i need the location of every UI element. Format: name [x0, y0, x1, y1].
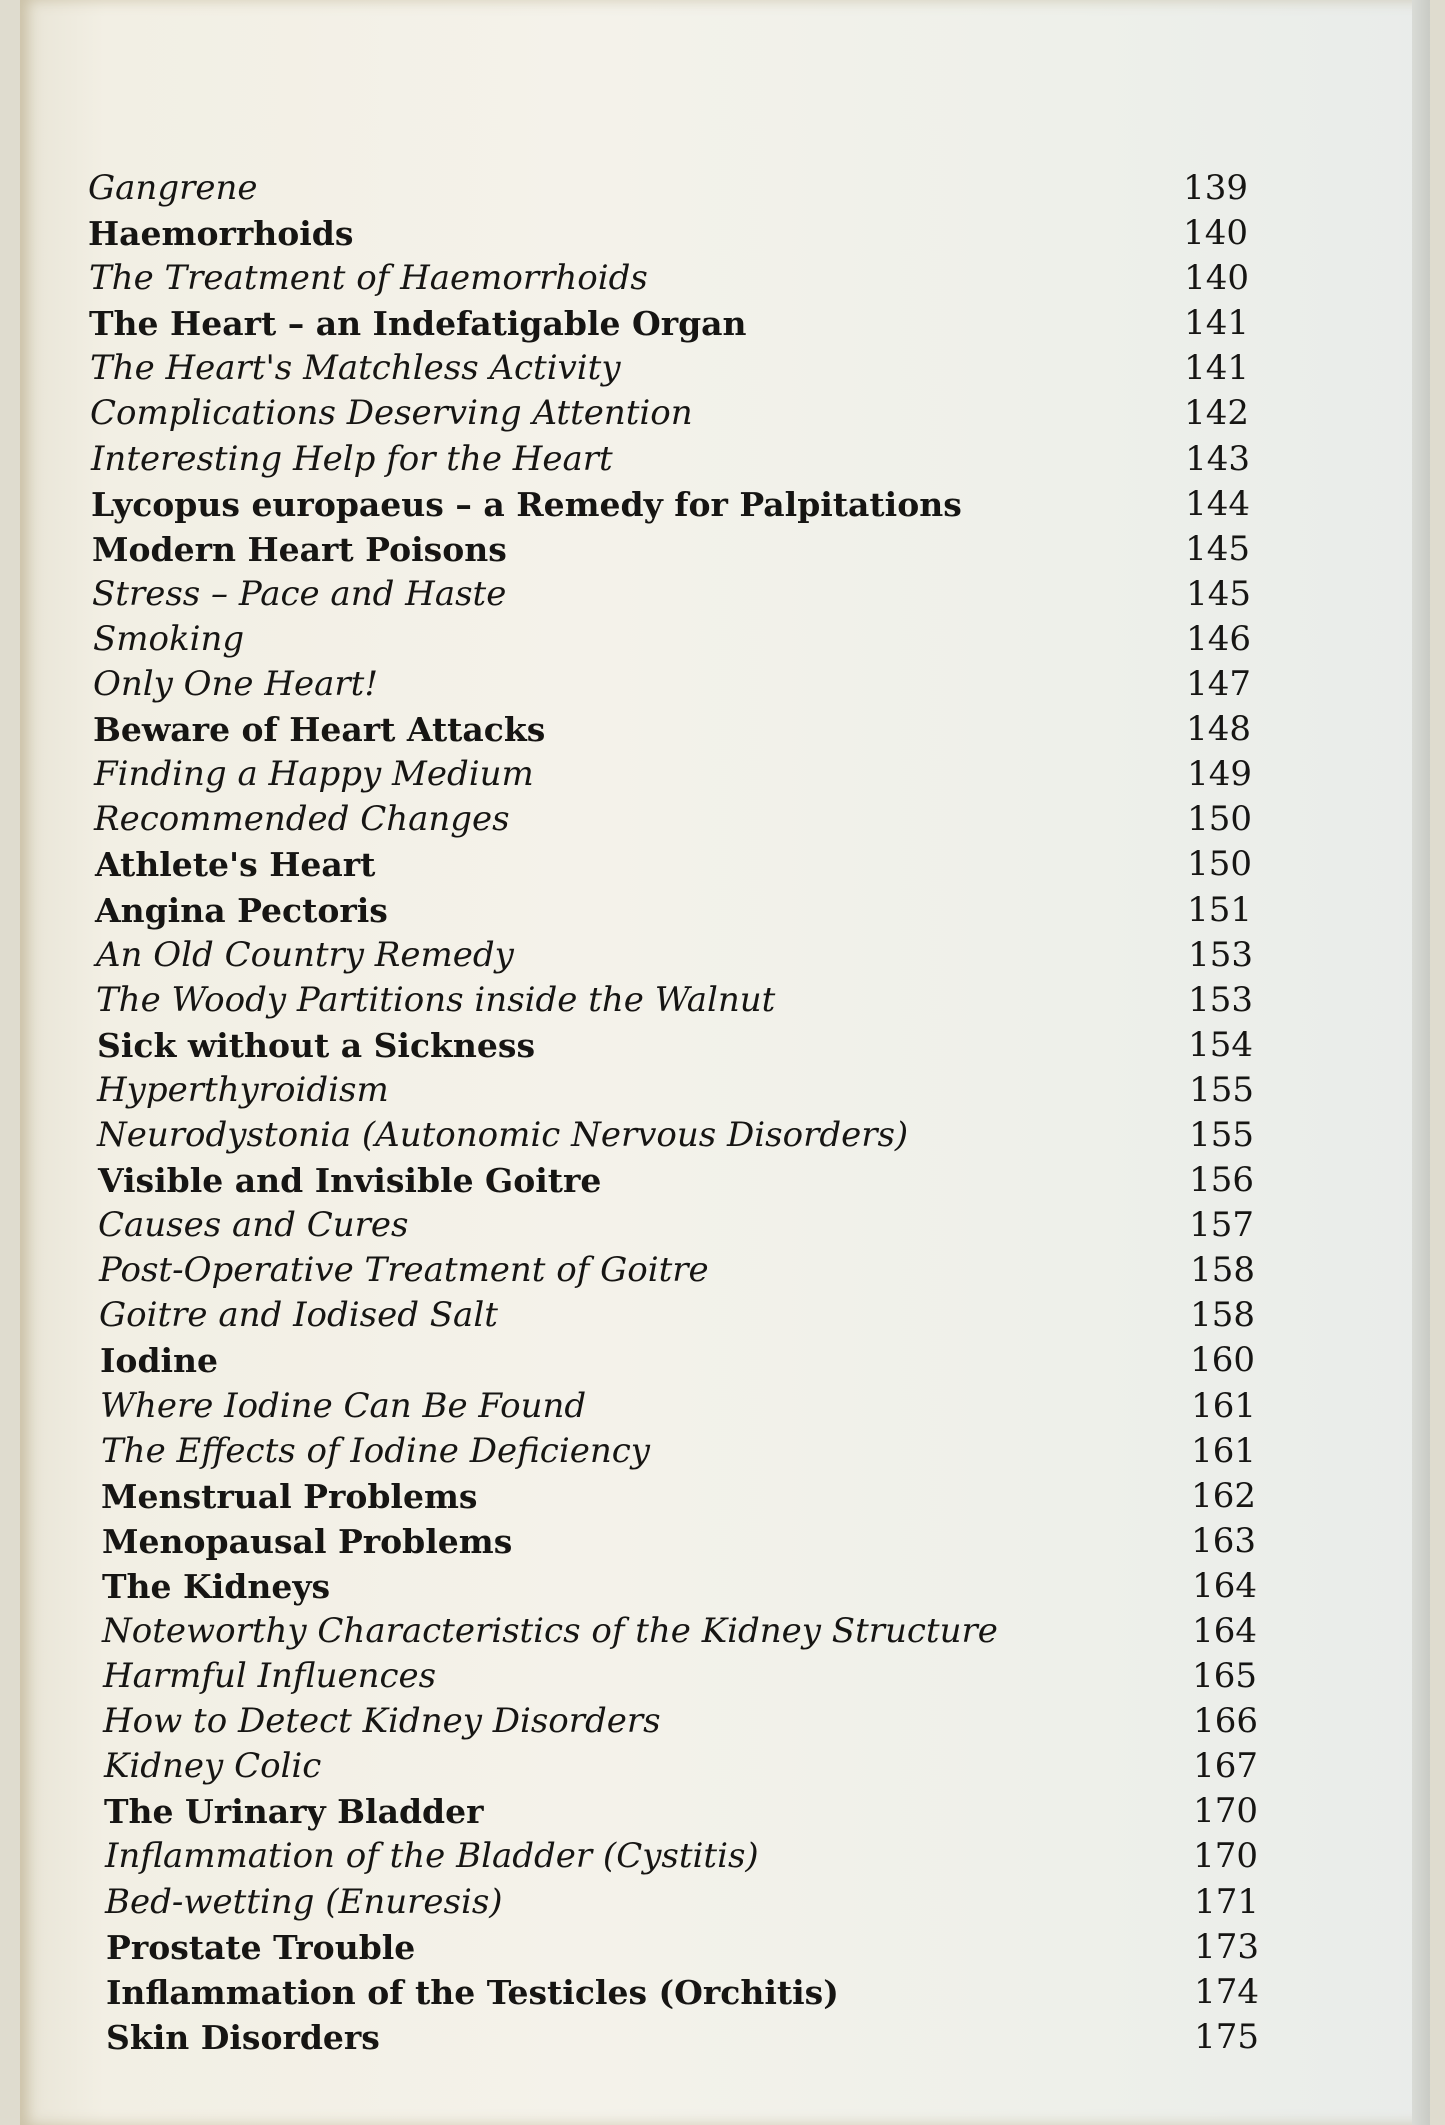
toc-entry-title: Iodine [100, 1341, 219, 1381]
toc-entry [88, 346, 1248, 391]
toc-entry [88, 842, 1252, 887]
toc-entry-page-number: 155 [1189, 1069, 1254, 1110]
toc-entry [88, 1834, 1258, 1879]
toc-entry-page-number: 140 [1184, 258, 1249, 299]
toc-entry [88, 1880, 1259, 1925]
toc-entry [88, 1699, 1258, 1744]
toc-entry [88, 1519, 1256, 1564]
toc-entry-title: Sick without a Sickness [97, 1025, 536, 1065]
toc-entry-page-number: 148 [1186, 709, 1251, 750]
toc-entry [88, 301, 1248, 346]
table-of-contents [88, 166, 1259, 2060]
toc-entry-page-number: 156 [1189, 1160, 1254, 1201]
toc-entry [88, 1609, 1257, 1654]
toc-entry-page-number: 142 [1184, 393, 1249, 434]
toc-entry [88, 1654, 1257, 1699]
toc-entry [88, 617, 1251, 662]
toc-entry-page-number: 158 [1190, 1295, 1255, 1336]
toc-entry [88, 707, 1251, 752]
toc-entry-title: Beware of Heart Attacks [93, 710, 546, 750]
toc-entry [88, 256, 1248, 301]
toc-entry-page-number: 174 [1194, 1971, 1259, 2012]
toc-entry-title: Noteworthy Characteristics of the Kidney Structure [102, 1611, 998, 1651]
toc-entry-page-number: 158 [1190, 1250, 1255, 1291]
toc-entry [88, 797, 1252, 842]
toc-entry [88, 888, 1252, 933]
toc-entry-page-number: 166 [1193, 1701, 1258, 1742]
toc-entry-title: Prostate Trouble [106, 1927, 416, 1967]
toc-entry-page-number: 170 [1193, 1836, 1258, 1877]
toc-entry [88, 1744, 1258, 1789]
toc-entry-title: Angina Pectoris [95, 890, 388, 930]
toc-entry-page-number: 150 [1187, 844, 1252, 885]
toc-entry [88, 1384, 1256, 1429]
toc-entry [88, 1970, 1259, 2015]
toc-entry-page-number: 161 [1191, 1430, 1256, 1471]
toc-entry-title: Smoking [93, 618, 245, 659]
toc-entry-title: Athlete's Heart [95, 845, 376, 885]
toc-entry-page-number: 145 [1186, 573, 1251, 614]
toc-entry-page-number: 164 [1192, 1565, 1257, 1606]
toc-entry-title: The Kidneys [102, 1566, 331, 1606]
toc-entry [88, 1564, 1257, 1609]
book-page [20, 0, 1430, 2125]
toc-entry-title: Only One Heart! [93, 664, 378, 705]
toc-entry-title: Skin Disorders [106, 2017, 380, 2057]
toc-entry-page-number: 162 [1191, 1475, 1256, 1516]
toc-entry [88, 1023, 1253, 1068]
toc-entry-title: Complications Deserving Attention [90, 393, 693, 434]
toc-entry [88, 391, 1248, 436]
toc-entry-title: Hyperthyroidism [97, 1069, 389, 1110]
toc-entry-page-number: 175 [1194, 2016, 1259, 2057]
toc-entry-title: Goitre and Iodised Salt [99, 1295, 498, 1336]
toc-entry-page-number: 154 [1188, 1024, 1253, 1065]
toc-entry-page-number: 153 [1188, 979, 1253, 1020]
toc-entry-page-number: 144 [1185, 483, 1250, 524]
toc-entry-title: Inflammation of the Bladder (Cystitis) [105, 1836, 759, 1877]
toc-entry-title: Where Iodine Can Be Found [100, 1385, 587, 1426]
toc-entry-title: The Treatment of Haemorrhoids [89, 258, 648, 299]
toc-entry [88, 1474, 1256, 1519]
toc-entry [88, 1248, 1255, 1293]
toc-entry-title: Finding a Happy Medium [94, 754, 534, 795]
page-edge [1412, 0, 1430, 2125]
toc-entry-page-number: 170 [1193, 1791, 1258, 1832]
toc-entry [88, 527, 1248, 572]
toc-entry [88, 437, 1248, 482]
toc-entry-title: Stress – Pace and Haste [92, 573, 507, 614]
toc-entry-title: Modern Heart Poisons [92, 529, 507, 569]
toc-entry [88, 662, 1251, 707]
toc-entry-title: An Old Country Remedy [96, 934, 514, 975]
toc-entry-title: The Effects of Iodine Deficiency [101, 1430, 650, 1471]
toc-entry-page-number: 173 [1194, 1926, 1259, 1967]
toc-entry-title: The Urinary Bladder [104, 1792, 484, 1832]
toc-entry [88, 1338, 1255, 1383]
toc-entry-title: Interesting Help for the Heart [91, 438, 613, 479]
toc-entry [88, 1158, 1254, 1203]
toc-entry [88, 978, 1253, 1023]
toc-entry-title: Bed-wetting (Enuresis) [105, 1881, 503, 1922]
toc-entry-title: Lycopus europaeus – a Remedy for Palpitations [91, 484, 962, 524]
toc-entry [88, 1293, 1255, 1338]
toc-entry-page-number: 143 [1185, 438, 1250, 479]
toc-entry-page-number: 150 [1187, 799, 1252, 840]
toc-entry [88, 166, 1248, 211]
toc-entry-title: Gangrene [88, 168, 258, 208]
toc-entry-page-number: 161 [1191, 1385, 1256, 1426]
toc-entry-title: Causes and Cures [98, 1205, 409, 1246]
toc-entry [88, 572, 1251, 617]
toc-entry-page-number: 160 [1190, 1340, 1255, 1381]
toc-entry-title: Inflammation of the Testicles (Orchitis) [106, 1972, 839, 2012]
toc-entry-page-number: 155 [1189, 1114, 1254, 1155]
toc-entry [88, 1068, 1254, 1113]
toc-entry-title: Menopausal Problems [102, 1521, 513, 1561]
toc-entry-title: Neurodystonia (Autonomic Nervous Disorders) [97, 1114, 909, 1155]
toc-entry-title: The Woody Partitions inside the Walnut [96, 979, 776, 1020]
toc-entry-title: Kidney Colic [104, 1746, 322, 1787]
toc-entry-page-number: 171 [1194, 1881, 1259, 1922]
toc-entry [88, 933, 1253, 978]
toc-entry-page-number: 146 [1186, 618, 1251, 659]
toc-entry-page-number: 139 [1183, 168, 1248, 208]
toc-entry-page-number: 141 [1184, 303, 1249, 344]
toc-entry-title: Visible and Invisible Goitre [98, 1161, 602, 1201]
toc-entry [88, 1429, 1256, 1474]
toc-entry-title: How to Detect Kidney Disorders [103, 1701, 661, 1742]
toc-entry-title: The Heart – an Indefatigable Organ [89, 304, 747, 344]
toc-entry-title: Haemorrhoids [88, 214, 354, 254]
toc-entry-page-number: 164 [1192, 1611, 1257, 1651]
toc-entry-title: Recommended Changes [94, 799, 510, 840]
toc-entry-page-number: 149 [1187, 754, 1252, 795]
toc-entry-page-number: 145 [1185, 528, 1250, 569]
toc-entry [88, 211, 1248, 256]
toc-entry-page-number: 147 [1186, 664, 1251, 705]
toc-entry-page-number: 167 [1193, 1746, 1258, 1787]
toc-entry [88, 1203, 1254, 1248]
toc-entry-title: The Heart's Matchless Activity [90, 348, 621, 389]
toc-entry-title: Harmful Influences [103, 1656, 437, 1697]
toc-entry-page-number: 165 [1192, 1656, 1257, 1697]
toc-entry-page-number: 141 [1184, 348, 1249, 389]
toc-entry [88, 752, 1252, 797]
toc-entry [88, 2015, 1259, 2060]
toc-entry [88, 482, 1248, 527]
toc-entry-page-number: 153 [1188, 934, 1253, 975]
toc-entry [88, 1113, 1254, 1158]
toc-entry-page-number: 157 [1189, 1205, 1254, 1246]
toc-entry [88, 1925, 1259, 1970]
toc-entry [88, 1789, 1258, 1834]
toc-entry-title: Post-Operative Treatment of Goitre [99, 1250, 709, 1291]
toc-entry-page-number: 151 [1187, 889, 1252, 930]
toc-entry-page-number: 140 [1183, 213, 1248, 254]
toc-entry-page-number: 163 [1191, 1520, 1256, 1561]
toc-entry-title: Menstrual Problems [101, 1476, 478, 1516]
